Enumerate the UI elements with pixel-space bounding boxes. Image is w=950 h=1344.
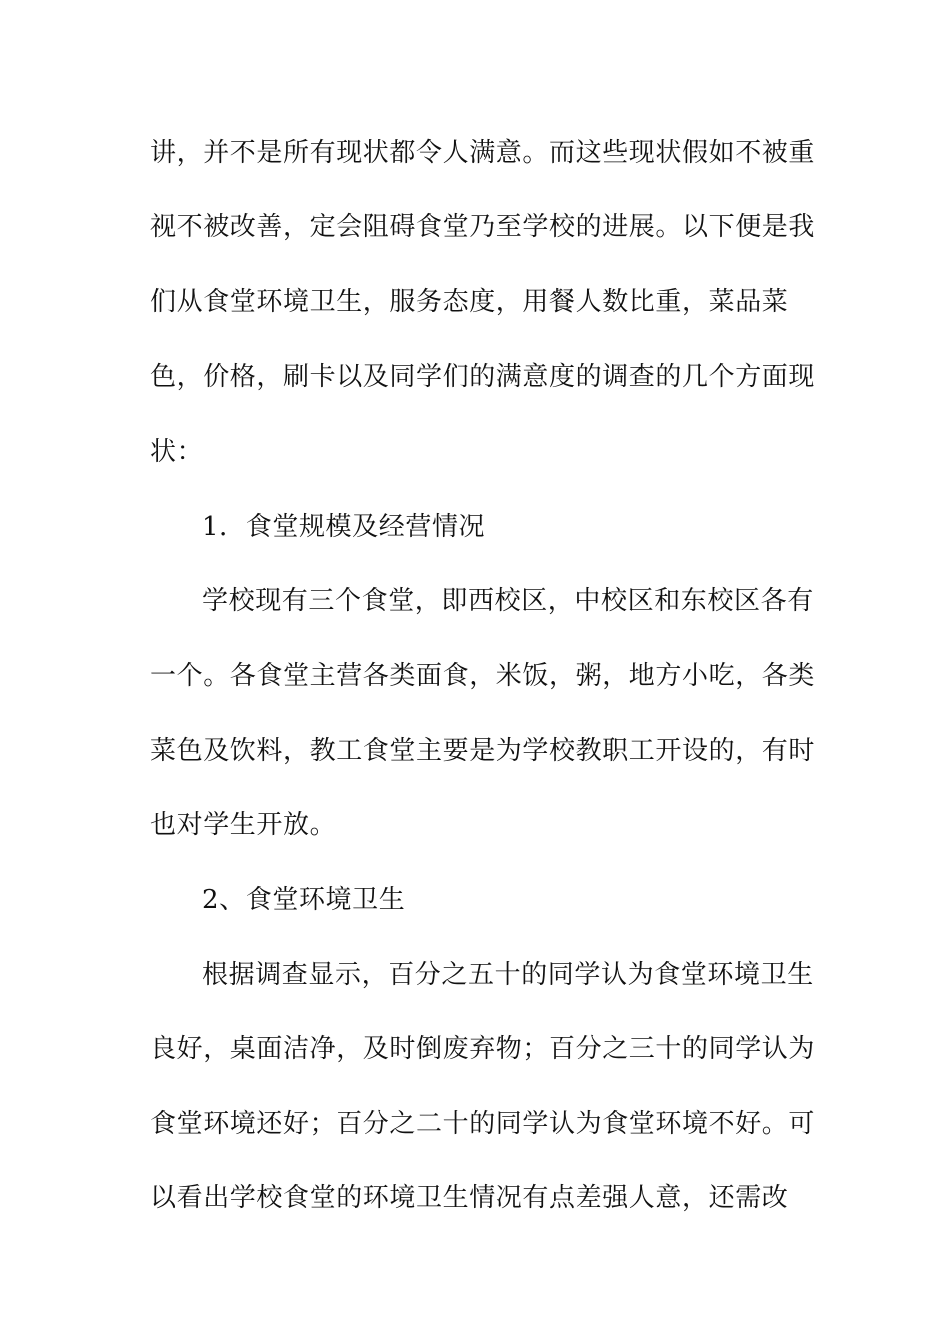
section-heading-1: 1．食堂规模及经营情况 <box>202 512 486 542</box>
body-text-line: 状： <box>150 437 204 467</box>
body-text-line: 食堂环境还好；百分之二十的同学认为食堂环境不好。可 <box>150 1109 816 1139</box>
body-text-line: 一个。各食堂主营各类面食，米饭，粥，地方小吃，各类 <box>150 661 816 691</box>
body-text-line: 菜色及饮料，教工食堂主要是为学校教职工开设的，有时 <box>150 736 816 766</box>
body-text-line: 讲，并不是所有现状都令人满意。而这些现状假如不被重 <box>150 138 816 168</box>
body-text-line: 也对学生开放。 <box>150 810 337 840</box>
body-text-line: 以看出学校食堂的环境卫生情况有点差强人意，还需改 <box>150 1183 789 1213</box>
body-text-line: 学校现有三个食堂，即西校区，中校区和东校区各有 <box>202 586 814 616</box>
body-text-line: 根据调查显示，百分之五十的同学认为食堂环境卫生 <box>202 960 814 990</box>
section-heading-2: 2、食堂环境卫生 <box>202 885 406 915</box>
body-text-line: 们从食堂环境卫生，服务态度，用餐人数比重，菜品菜 <box>150 287 789 317</box>
body-text-line: 良好，桌面洁净，及时倒废弃物；百分之三十的同学认为 <box>150 1034 816 1064</box>
body-text-line: 视不被改善，定会阻碍食堂乃至学校的进展。以下便是我 <box>150 212 816 242</box>
body-text-line: 色，价格，刷卡以及同学们的满意度的调查的几个方面现 <box>150 362 816 392</box>
